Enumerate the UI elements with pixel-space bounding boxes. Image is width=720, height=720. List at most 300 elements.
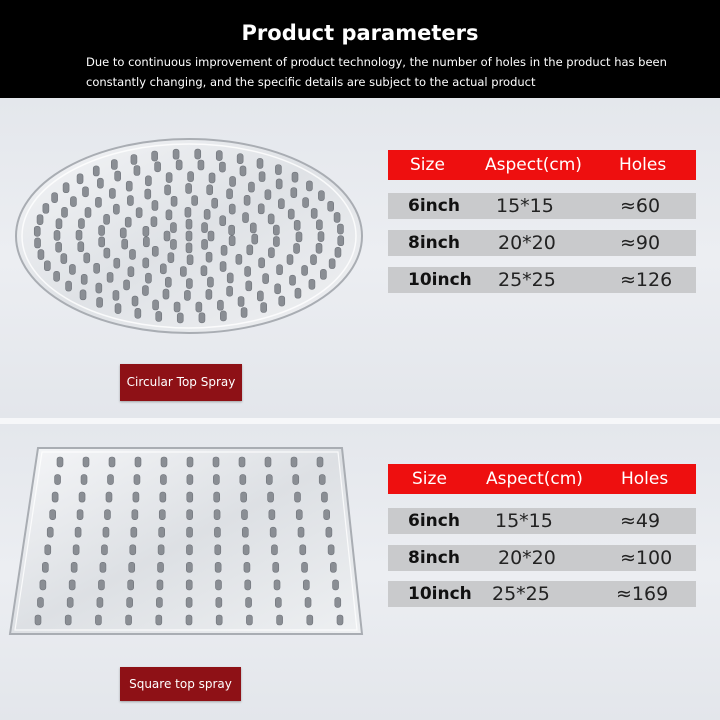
- nozzle-icon: [69, 580, 75, 590]
- nozzle-icon: [250, 223, 256, 233]
- nozzle-icon: [152, 151, 158, 161]
- nozzle-icon: [186, 580, 192, 590]
- nozzle-icon: [338, 236, 344, 246]
- nozzle-icon: [54, 230, 60, 240]
- nozzle-icon: [268, 248, 274, 258]
- nozzle-icon: [133, 492, 139, 502]
- nozzle-icon: [187, 255, 193, 265]
- nozzle-icon: [129, 562, 135, 572]
- nozzle-icon: [63, 183, 69, 193]
- nozzle-icon: [246, 597, 252, 607]
- nozzle-icon: [101, 545, 107, 555]
- nozzle-icon: [333, 580, 339, 590]
- size-cell: 10inch: [408, 270, 472, 290]
- nozzle-icon: [61, 254, 67, 264]
- nozzle-icon: [296, 232, 302, 242]
- nozzle-icon: [177, 313, 183, 323]
- nozzle-icon: [56, 242, 62, 252]
- nozzle-icon: [159, 510, 165, 520]
- nozzle-icon: [145, 189, 151, 199]
- nozzle-icon: [171, 196, 177, 206]
- nozzle-icon: [125, 217, 131, 227]
- nozzle-icon: [307, 615, 313, 625]
- nozzle-icon: [244, 195, 250, 205]
- nozzle-icon: [258, 204, 264, 214]
- size-cell: 8inch: [408, 548, 460, 568]
- nozzle-icon: [99, 237, 105, 247]
- nozzle-icon: [37, 215, 43, 225]
- table-row: [388, 545, 696, 571]
- nozzle-icon: [196, 302, 202, 312]
- nozzle-icon: [277, 615, 283, 625]
- nozzle-icon: [166, 210, 172, 220]
- nozzle-icon: [99, 225, 105, 235]
- nozzle-icon: [295, 288, 301, 298]
- nozzle-icon: [213, 475, 219, 485]
- nozzle-icon: [273, 562, 279, 572]
- nozzle-icon: [70, 197, 76, 207]
- nozzle-icon: [82, 187, 88, 197]
- nozzle-icon: [202, 239, 208, 249]
- nozzle-icon: [52, 492, 58, 502]
- holes-cell: ≈49: [620, 510, 661, 532]
- nozzle-icon: [246, 615, 252, 625]
- nozzle-icon: [170, 223, 176, 233]
- nozzle-icon: [35, 615, 41, 625]
- nozzle-icon: [115, 171, 121, 181]
- nozzle-icon: [113, 290, 119, 300]
- nozzle-icon: [201, 266, 207, 276]
- nozzle-icon: [104, 248, 110, 258]
- nozzle-icon: [66, 281, 72, 291]
- nozzle-icon: [291, 188, 297, 198]
- nozzle-icon: [187, 527, 193, 537]
- nozzle-icon: [302, 265, 308, 275]
- nozzle-icon: [275, 165, 281, 175]
- nozzle-icon: [106, 492, 112, 502]
- holes-cell: ≈100: [620, 547, 673, 569]
- nozzle-icon: [136, 208, 142, 218]
- size-cell: 8inch: [408, 233, 460, 253]
- nozzle-icon: [295, 492, 301, 502]
- nozzle-icon: [207, 277, 213, 287]
- nozzle-icon: [75, 527, 81, 537]
- nozzle-icon: [132, 510, 138, 520]
- nozzle-icon: [215, 580, 221, 590]
- nozzle-icon: [240, 166, 246, 176]
- nozzle-icon: [100, 562, 106, 572]
- size-cell: 10inch: [408, 584, 472, 604]
- nozzle-icon: [44, 261, 50, 271]
- nozzle-icon: [202, 223, 208, 233]
- header-aspect: Aspect(cm): [485, 155, 582, 175]
- nozzle-icon: [261, 302, 267, 312]
- nozzle-icon: [160, 492, 166, 502]
- nozzle-icon: [298, 527, 304, 537]
- nozzle-icon: [214, 510, 220, 520]
- nozzle-icon: [215, 545, 221, 555]
- nozzle-icon: [158, 545, 164, 555]
- nozzle-icon: [165, 277, 171, 287]
- nozzle-icon: [96, 283, 102, 293]
- nozzle-icon: [94, 263, 100, 273]
- holes-cell: ≈126: [620, 269, 673, 291]
- nozzle-icon: [160, 264, 166, 274]
- page-title: Product parameters: [241, 21, 479, 45]
- nozzle-icon: [306, 181, 312, 191]
- nozzle-icon: [107, 475, 113, 485]
- nozzle-icon: [115, 304, 121, 314]
- nozzle-icon: [69, 264, 75, 274]
- nozzle-icon: [296, 510, 302, 520]
- nozzle-icon: [151, 217, 157, 227]
- nozzle-icon: [242, 527, 248, 537]
- nozzle-icon: [215, 562, 221, 572]
- nozzle-icon: [259, 258, 265, 268]
- nozzle-icon: [229, 225, 235, 235]
- nozzle-icon: [180, 267, 186, 277]
- header-aspect: Aspect(cm): [486, 469, 583, 489]
- nozzle-icon: [186, 615, 192, 625]
- nozzle-icon: [239, 457, 245, 467]
- nozzle-icon: [192, 195, 198, 205]
- nozzle-icon: [67, 597, 73, 607]
- square-shower-head-image: [8, 446, 370, 638]
- header-size: Size: [412, 469, 447, 489]
- nozzle-icon: [104, 214, 110, 224]
- nozzle-icon: [156, 615, 162, 625]
- nozzle-icon: [84, 253, 90, 263]
- nozzle-icon: [132, 296, 138, 306]
- nozzle-icon: [85, 207, 91, 217]
- nozzle-icon: [37, 597, 43, 607]
- size-cell: 6inch: [408, 511, 460, 531]
- nozzle-icon: [337, 224, 343, 234]
- nozzle-icon: [270, 527, 276, 537]
- nozzle-icon: [311, 208, 317, 218]
- nozzle-icon: [220, 262, 226, 272]
- nozzle-icon: [229, 236, 235, 246]
- table-row: [388, 230, 696, 256]
- nozzle-icon: [227, 189, 233, 199]
- nozzle-icon: [164, 231, 170, 241]
- nozzle-icon: [131, 154, 137, 164]
- nozzle-icon: [152, 200, 158, 210]
- nozzle-icon: [77, 510, 83, 520]
- holes-cell: ≈90: [620, 232, 661, 254]
- nozzle-icon: [243, 213, 249, 223]
- nozzle-icon: [98, 580, 104, 590]
- nozzle-icon: [206, 289, 212, 299]
- nozzle-icon: [219, 162, 225, 172]
- nozzle-icon: [275, 284, 281, 294]
- nozzle-icon: [104, 510, 110, 520]
- nozzle-icon: [292, 172, 298, 182]
- header-holes: Holes: [619, 155, 667, 175]
- nozzle-icon: [55, 475, 61, 485]
- nozzle-icon: [293, 475, 299, 485]
- nozzle-icon: [35, 238, 41, 248]
- nozzle-icon: [126, 615, 132, 625]
- nozzle-icon: [103, 527, 109, 537]
- nozzle-icon: [227, 273, 233, 283]
- nozzle-icon: [309, 279, 315, 289]
- nozzle-icon: [257, 291, 263, 301]
- nozzle-icon: [241, 308, 247, 318]
- nozzle-icon: [165, 185, 171, 195]
- nozzle-icon: [160, 475, 166, 485]
- nozzle-icon: [38, 250, 44, 260]
- nozzle-icon: [143, 258, 149, 268]
- nozzle-icon: [185, 207, 191, 217]
- nozzle-icon: [186, 545, 192, 555]
- nozzle-icon: [220, 216, 226, 226]
- nozzle-icon: [329, 259, 335, 269]
- nozzle-icon: [57, 457, 63, 467]
- nozzle-icon: [271, 545, 277, 555]
- nozzle-icon: [244, 562, 250, 572]
- nozzle-icon: [279, 296, 285, 306]
- nozzle-icon: [212, 198, 218, 208]
- nozzle-icon: [135, 457, 141, 467]
- nozzle-icon: [320, 269, 326, 279]
- nozzle-icon: [209, 173, 215, 183]
- nozzle-icon: [252, 234, 258, 244]
- nozzle-icon: [186, 279, 192, 289]
- nozzle-icon: [319, 475, 325, 485]
- nozzle-icon: [287, 255, 293, 265]
- nozzle-icon: [168, 253, 174, 263]
- nozzle-icon: [81, 475, 87, 485]
- nozzle-icon: [107, 272, 113, 282]
- nozzle-icon: [56, 219, 62, 229]
- aspect-cell: 15*15: [495, 510, 553, 532]
- table-header-row: [388, 464, 696, 494]
- nozzle-icon: [95, 197, 101, 207]
- table-row: [388, 193, 696, 219]
- nozzle-icon: [126, 181, 132, 191]
- nozzle-icon: [81, 274, 87, 284]
- nozzle-icon: [247, 245, 253, 255]
- nozzle-icon: [302, 562, 308, 572]
- header-holes: Holes: [621, 469, 669, 489]
- nozzle-icon: [187, 475, 193, 485]
- nozzle-icon: [65, 615, 71, 625]
- nozzle-icon: [54, 271, 60, 281]
- circular-shower-head-image: [8, 136, 370, 338]
- nozzle-icon: [243, 545, 249, 555]
- nozzle-icon: [216, 615, 222, 625]
- nozzle-icon: [127, 196, 133, 206]
- nozzle-icon: [80, 290, 86, 300]
- nozzle-icon: [161, 457, 167, 467]
- nozzle-icon: [198, 160, 204, 170]
- nozzle-icon: [213, 457, 219, 467]
- nozzle-icon: [257, 158, 263, 168]
- nozzle-icon: [275, 597, 281, 607]
- nozzle-icon: [236, 254, 242, 264]
- nozzle-icon: [245, 580, 251, 590]
- nozzle-icon: [111, 160, 117, 170]
- nozzle-icon: [274, 580, 280, 590]
- nozzle-icon: [143, 237, 149, 247]
- nozzle-icon: [166, 173, 172, 183]
- nozzle-icon: [227, 286, 233, 296]
- nozzle-icon: [78, 242, 84, 252]
- nozzle-icon: [43, 203, 49, 213]
- nozzle-icon: [120, 228, 126, 238]
- nozzle-icon: [335, 597, 341, 607]
- nozzle-icon: [176, 160, 182, 170]
- aspect-cell: 25*25: [498, 269, 556, 291]
- nozzle-icon: [155, 162, 161, 172]
- nozzle-icon: [241, 510, 247, 520]
- nozzle-icon: [79, 492, 85, 502]
- table-header-row: [388, 150, 696, 180]
- nozzle-icon: [246, 281, 252, 291]
- nozzle-icon: [156, 597, 162, 607]
- nozzle-icon: [78, 219, 84, 229]
- nozzle-icon: [47, 527, 53, 537]
- nozzle-icon: [52, 193, 58, 203]
- nozzle-icon: [157, 580, 163, 590]
- nozzle-icon: [158, 562, 164, 572]
- nozzle-icon: [145, 273, 151, 283]
- nozzle-icon: [214, 492, 220, 502]
- nozzle-icon: [122, 239, 128, 249]
- nozzle-icon: [263, 274, 269, 284]
- nozzle-icon: [187, 510, 193, 520]
- nozzle-icon: [187, 492, 193, 502]
- nozzle-icon: [76, 230, 82, 240]
- nozzle-icon: [83, 457, 89, 467]
- nozzle-icon: [42, 562, 48, 572]
- nozzle-icon: [318, 191, 324, 201]
- nozzle-icon: [268, 214, 274, 224]
- holes-cell: ≈60: [620, 195, 661, 217]
- nozzle-icon: [207, 185, 213, 195]
- nozzle-icon: [97, 178, 103, 188]
- nozzle-icon: [241, 492, 247, 502]
- square-top-spray-label: Square top spray: [120, 667, 241, 701]
- nozzle-icon: [186, 562, 192, 572]
- nozzle-icon: [214, 527, 220, 537]
- nozzle-icon: [153, 300, 159, 310]
- nozzle-icon: [294, 243, 300, 253]
- nozzle-icon: [259, 172, 265, 182]
- nozzle-icon: [186, 231, 192, 241]
- size-cell: 6inch: [408, 196, 460, 216]
- nozzle-icon: [220, 311, 226, 321]
- nozzle-icon: [269, 510, 275, 520]
- nozzle-icon: [95, 615, 101, 625]
- header-banner: [0, 0, 720, 98]
- nozzle-icon: [324, 510, 330, 520]
- nozzle-icon: [71, 562, 77, 572]
- nozzle-icon: [184, 290, 190, 300]
- nozzle-icon: [291, 457, 297, 467]
- nozzle-icon: [188, 172, 194, 182]
- table-row: [388, 267, 696, 293]
- nozzle-icon: [335, 247, 341, 257]
- nozzle-icon: [265, 457, 271, 467]
- nozzle-icon: [221, 245, 227, 255]
- nozzle-icon: [321, 492, 327, 502]
- nozzle-icon: [318, 232, 324, 242]
- nozzle-icon: [128, 267, 134, 277]
- nozzle-icon: [278, 199, 284, 209]
- nozzle-icon: [316, 220, 322, 230]
- nozzle-icon: [311, 255, 317, 265]
- nozzle-icon: [187, 457, 193, 467]
- nozzle-icon: [143, 226, 149, 236]
- nozzle-icon: [93, 166, 99, 176]
- nozzle-icon: [109, 457, 115, 467]
- nozzle-icon: [276, 179, 282, 189]
- disclaimer-note: Due to continuous improvement of product technology, the number of holes in the product has been constantly changing, and the specific details are subject to the actual product: [86, 55, 667, 89]
- nozzle-icon: [330, 562, 336, 572]
- nozzle-icon: [174, 302, 180, 312]
- nozzle-icon: [303, 198, 309, 208]
- aspect-cell: 15*15: [496, 195, 554, 217]
- holes-cell: ≈169: [616, 583, 669, 605]
- nozzle-icon: [127, 597, 133, 607]
- nozzle-icon: [328, 201, 334, 211]
- circular-top-spray-label: Circular Top Spray: [120, 364, 242, 401]
- header-size: Size: [410, 155, 445, 175]
- nozzle-icon: [217, 300, 223, 310]
- nozzle-icon: [237, 154, 243, 164]
- nozzle-icon: [303, 580, 309, 590]
- nozzle-icon: [216, 151, 222, 161]
- nozzle-icon: [216, 597, 222, 607]
- nozzle-icon: [273, 225, 279, 235]
- nozzle-icon: [195, 149, 201, 159]
- nozzle-icon: [156, 311, 162, 321]
- nozzle-icon: [204, 209, 210, 219]
- nozzle-icon: [277, 265, 283, 275]
- nozzle-icon: [61, 207, 67, 217]
- nozzle-icon: [337, 615, 343, 625]
- nozzle-icon: [128, 580, 134, 590]
- nozzle-icon: [159, 527, 165, 537]
- nozzle-icon: [317, 457, 323, 467]
- nozzle-icon: [77, 174, 83, 184]
- nozzle-icon: [273, 237, 279, 247]
- nozzle-icon: [265, 190, 271, 200]
- nozzle-icon: [34, 226, 40, 236]
- nozzle-icon: [199, 313, 205, 323]
- nozzle-icon: [186, 597, 192, 607]
- nozzle-icon: [268, 492, 274, 502]
- nozzle-icon: [45, 545, 51, 555]
- nozzle-icon: [294, 220, 300, 230]
- nozzle-icon: [186, 183, 192, 193]
- nozzle-icon: [129, 249, 135, 259]
- nozzle-icon: [73, 545, 79, 555]
- nozzle-icon: [328, 545, 334, 555]
- nozzle-icon: [238, 297, 244, 307]
- nozzle-icon: [142, 286, 148, 296]
- nozzle-icon: [124, 280, 130, 290]
- nozzle-icon: [145, 176, 151, 186]
- nozzle-icon: [266, 475, 272, 485]
- nozzle-icon: [229, 204, 235, 214]
- nozzle-icon: [173, 149, 179, 159]
- table-row: [388, 581, 696, 607]
- nozzle-icon: [300, 545, 306, 555]
- nozzle-icon: [206, 252, 212, 262]
